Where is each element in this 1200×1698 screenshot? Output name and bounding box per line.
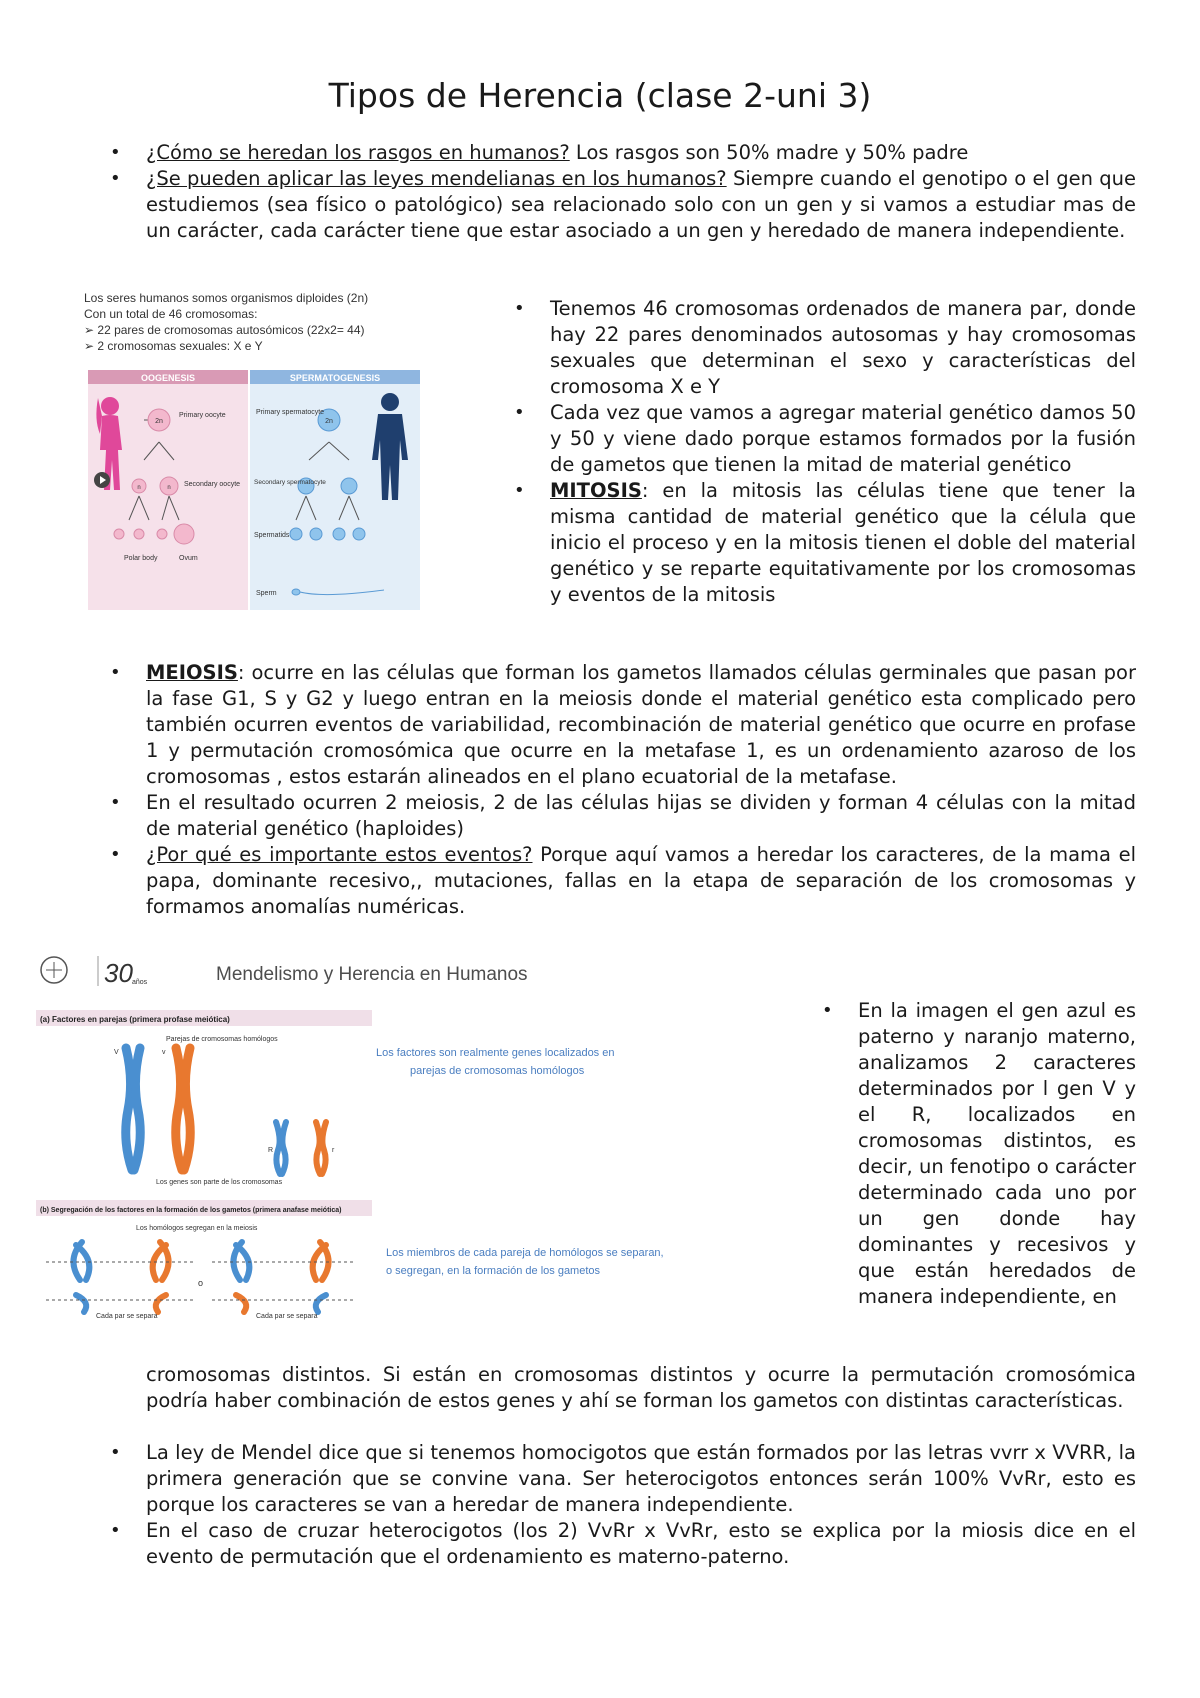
note-a-line: Los factores son realmente genes localizados en: [376, 1047, 615, 1059]
meiosis-heading: MEIOSIS: [146, 661, 238, 684]
svg-text:V: V: [114, 1049, 119, 1056]
question-text: ¿Por qué es importante estos eventos?: [146, 843, 533, 866]
intro-item: [146, 140, 1136, 166]
gametogenesis-diagram: [84, 370, 424, 620]
continuation-paragraph: [146, 1362, 1136, 1414]
orange-chromosome: [176, 1048, 182, 1170]
svg-text:Cada par se separa: Cada par se separa: [256, 1313, 318, 1320]
svg-text:Parejas de cromosomas homólogo: Parejas de cromosomas homólogos: [166, 1036, 278, 1043]
item-text: : ocurre en las células que forman los gametos llamados células germinales que pasan por la fase G1, S y G2 y luego entran en la meiosis donde el material genético esta complicado pero también ocurren eventos de variabilidad, recombinación de material genético que ocurre en profase 1 y permutación cromosómica que ocurre en la metafase 1, es un ordenamiento azaroso de los cromosomas , estos estarán alineados en el plano ecuatorial de la metafase.: [146, 661, 1136, 788]
svg-text:Ovum: Ovum: [179, 555, 198, 562]
continuation-text: cromosomas distintos. Si están en cromosomas distintos y ocurre la permutación cromosómica podría haber combinación de estos genes y ahí se forman los gametos con distintas características.: [146, 1363, 1136, 1412]
svg-text:(a) Factores en parejas (prime: (a) Factores en parejas (primera profase meiótica): [40, 1015, 230, 1024]
side-item: [550, 478, 1136, 608]
svg-text:años: años: [132, 979, 148, 986]
note-b-line: o segregan, en la formación de los gametos: [386, 1265, 601, 1277]
item-text: En el caso de cruzar heterocigotos (los 2) VvRr x VvRr, esto se explica por la miosis dice en el evento de permutación que el ordenamiento es materno-paterno.: [146, 1519, 1136, 1568]
final-section: [146, 1440, 1136, 1570]
svg-text:n: n: [167, 485, 171, 491]
item-text: En el resultado ocurren 2 meiosis, 2 de las células hijas se dividen y forman 4 células con la mitad de material genético (haploides): [146, 791, 1136, 840]
answer-text: Siempre cuando el genotipo o el gen que estudiemos (sea físico o patológico) sea relacionado solo con un gen y si vamos a estudiar mas de un carácter, cada carácter tiene que estar asociado a un gen y heredado de manera independiente.: [146, 167, 1136, 242]
svg-text:Primary oocyte: Primary oocyte: [179, 412, 226, 419]
svg-text:Sperm: Sperm: [256, 590, 277, 597]
question-text: ¿Se pueden aplicar las leyes mendelianas en los humanos?: [146, 167, 727, 190]
middle-item: [146, 660, 1136, 790]
item-text: : en la mitosis las células tiene que tener la misma cantidad de material genético que la célula que inicio el proceso y en la mitosis tienen el doble del material genético y se reparte equitativamente por los cromosomas y eventos de la mitosis: [550, 479, 1136, 606]
svg-text:Los homólogos segregan en la m: Los homólogos segregan en la meiosis: [136, 1225, 258, 1232]
figure-caption: [84, 290, 424, 354]
spermatogenesis-header: SPERMATOGENESIS: [289, 373, 381, 383]
svg-text:o: o: [198, 1278, 204, 1288]
svg-text:Cada par se separa: Cada par se separa: [96, 1313, 158, 1320]
item-text: Cada vez que vamos a agregar material genético damos 50 y 50 y viene dado porque estamos formados por la fusión de gametos que tienen la mitad de material genético: [550, 401, 1136, 476]
svg-text:n: n: [137, 485, 141, 491]
caption-line: ➢ 22 pares de cromosomas autosómicos (22x2= 44): [84, 323, 365, 337]
intro-item: [146, 166, 1136, 244]
svg-text:Los genes son parte de los cro: Los genes son parte de los cromosomas: [156, 1179, 283, 1186]
side-item: [550, 296, 1136, 400]
side-section-2: [858, 998, 1136, 1310]
mendelismo-diagram: [36, 950, 756, 1320]
svg-text:2n: 2n: [325, 418, 333, 425]
intro-section: [146, 140, 1136, 244]
caption-line: Con un total de 46 cromosomas:: [84, 307, 258, 321]
svg-text:v: v: [162, 1049, 166, 1056]
item-text: La ley de Mendel dice que si tenemos homocigotos que están formados por las letras vvrr x VVRR, la primera generación que se convine vana. Ser heterocigotos entonces serán 100% VvRr, esto es porque los caracteres se van a heredar de manera independiente.: [146, 1441, 1136, 1516]
middle-item: [146, 790, 1136, 842]
caption-line: Los seres humanos somos organismos diploides (2n): [84, 291, 369, 305]
anniversary-logo: 30: [104, 958, 133, 988]
final-item: [146, 1518, 1136, 1570]
side-section-1: [550, 296, 1136, 608]
svg-text:Primary spermatocyte: Primary spermatocyte: [256, 409, 325, 416]
svg-text:2n: 2n: [155, 418, 163, 425]
answer-text: Los rasgos son 50% madre y 50% padre: [569, 141, 969, 164]
svg-text:Secondary spermatocyte: Secondary spermatocyte: [254, 479, 326, 486]
page-title: Tipos de Herencia (clase 2-uni 3): [328, 76, 872, 115]
svg-text:R: R: [268, 1147, 274, 1154]
svg-text:Spermatids: Spermatids: [254, 532, 290, 539]
svg-text:r: r: [332, 1147, 335, 1154]
blue-chromosome: [126, 1048, 132, 1170]
note-a-line: parejas de cromosomas homólogos: [410, 1065, 585, 1077]
gametogenesis-figure: [84, 290, 424, 620]
note-b-line: Los miembros de cada pareja de homólogos se separan,: [386, 1247, 664, 1259]
mitosis-heading: MITOSIS: [550, 479, 642, 502]
item-text: Tenemos 46 cromosomas ordenados de manera par, donde hay 22 pares denominados autosomas y hay cromosomas sexuales que determinan el sexo y características del cromosoma X e Y: [550, 297, 1136, 398]
svg-text:Secondary oocyte: Secondary oocyte: [184, 481, 241, 488]
svg-text:Polar body: Polar body: [124, 555, 158, 562]
mendelismo-slide: [36, 950, 756, 1320]
side-item: [858, 998, 1136, 1310]
svg-text:(b) Segregación de los factore: (b) Segregación de los factores en la formación de los gametos (primera anafase meiótica): [40, 1207, 342, 1214]
middle-item: [146, 842, 1136, 920]
item-text: En la imagen el gen azul es paterno y naranjo materno, analizamos 2 caracteres determinados por l gen V y el R, localizados en cromosomas distintos, es decir, un fenotipo o carácter determinado cada uno por un gen donde hay dominantes y recesivos y que están heredados de manera independiente, en: [858, 999, 1136, 1308]
final-item: [146, 1440, 1136, 1518]
slide-heading: Mendelismo y Herencia en Humanos: [216, 964, 528, 985]
middle-section: [146, 660, 1136, 920]
oogenesis-header: OOGENESIS: [140, 373, 196, 383]
question-text: ¿Cómo se heredan los rasgos en humanos?: [146, 141, 570, 164]
side-item: [550, 400, 1136, 478]
item-text: Porque aquí vamos a heredar los caracteres, de la mama el papa, dominante recesivo,, mutaciones, fallas en la etapa de separación de los cromosomas y formamos anomalías numéricas.: [146, 843, 1137, 918]
caption-line: ➢ 2 cromosomas sexuales: X e Y: [84, 339, 263, 353]
